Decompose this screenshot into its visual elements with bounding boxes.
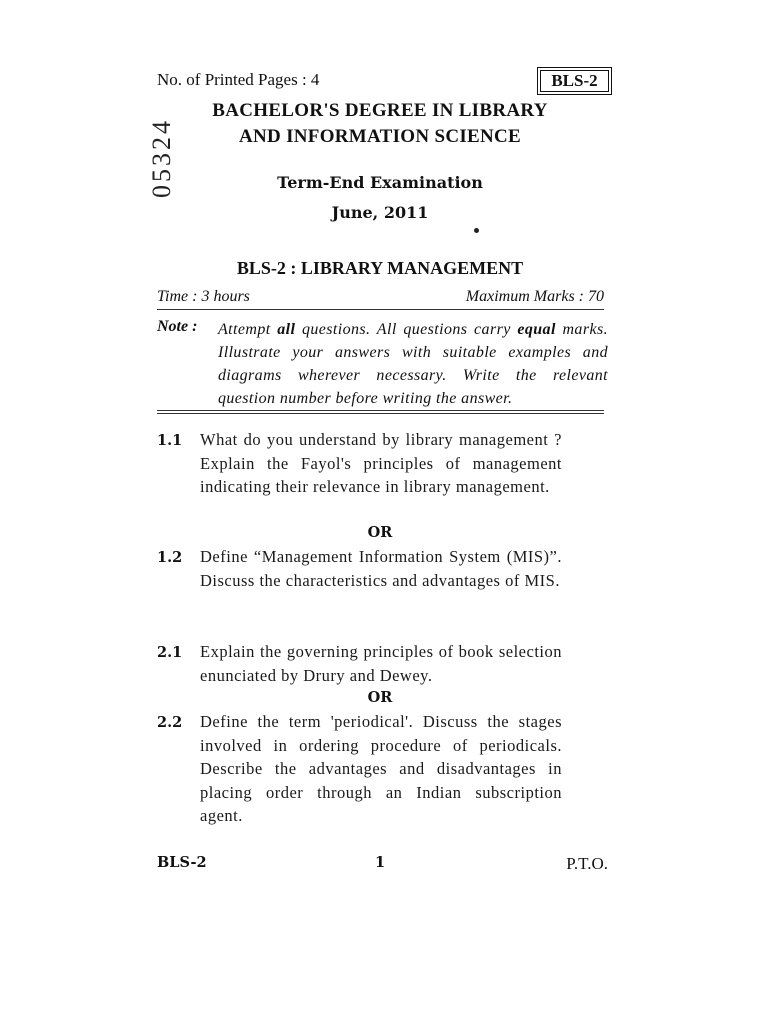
question-text: Define the term 'periodical'. Discuss the stages involved in ordering procedure of periodicals. Describe the advantages and disadvantages in placing order through an Indian subscription agent. <box>200 712 562 825</box>
degree-title-line-2: AND INFORMATION SCIENCE <box>238 126 522 147</box>
course-code: BLS-2 <box>551 71 598 90</box>
please-turn-over: P.T.O. <box>566 854 608 873</box>
maximum-marks: Maximum Marks : 70 <box>465 288 604 305</box>
or-separator: OR <box>367 524 393 541</box>
time-allowed: Time : 3 hours <box>157 288 250 305</box>
exam-date: June, 2011 <box>331 203 429 222</box>
note-instructions <box>218 318 608 410</box>
note-divider <box>157 410 604 414</box>
note-text-part: marks. Illustrate your answers with suitable examples and diagrams wherever necessary. Write the relevant question number before writing the answer. <box>218 321 608 407</box>
note-emphasis-equal: equal <box>517 321 556 338</box>
question-text: Define “Management Information System (MIS)”. Discuss the characteristics and advantages of MIS. <box>200 547 562 590</box>
question-text: What do you understand by library management ? Explain the Fayol's principles of management indicating their relevance in library management. <box>200 430 562 496</box>
note-text-part: Attempt <box>218 321 278 338</box>
question-number: 1.1 <box>157 432 183 449</box>
header-divider <box>157 309 604 310</box>
question-number: 2.1 <box>157 644 183 661</box>
dot-mark <box>474 228 479 233</box>
or-separator: OR <box>367 689 393 706</box>
note-label: Note : <box>157 318 198 335</box>
printed-pages-count: No. of Printed Pages : 4 <box>157 70 320 89</box>
course-code-box <box>537 67 612 95</box>
serial-number-text: 05324 <box>147 118 176 198</box>
serial-number <box>140 108 184 208</box>
page-number: 1 <box>374 854 386 871</box>
question-text: Explain the governing principles of book selection enunciated by Drury and Dewey. <box>200 642 562 685</box>
exam-name: Term-End Examination <box>277 173 483 192</box>
note-emphasis-all: all <box>277 321 296 338</box>
question-number: 1.2 <box>157 549 183 566</box>
degree-title-line-1: BACHELOR'S DEGREE IN LIBRARY <box>212 100 548 121</box>
paper-title: BLS-2 : LIBRARY MANAGEMENT <box>236 258 524 278</box>
question-number: 2.2 <box>157 714 183 731</box>
footer-course-code: BLS-2 <box>157 854 207 871</box>
note-text-part: questions. All questions carry <box>295 321 518 338</box>
